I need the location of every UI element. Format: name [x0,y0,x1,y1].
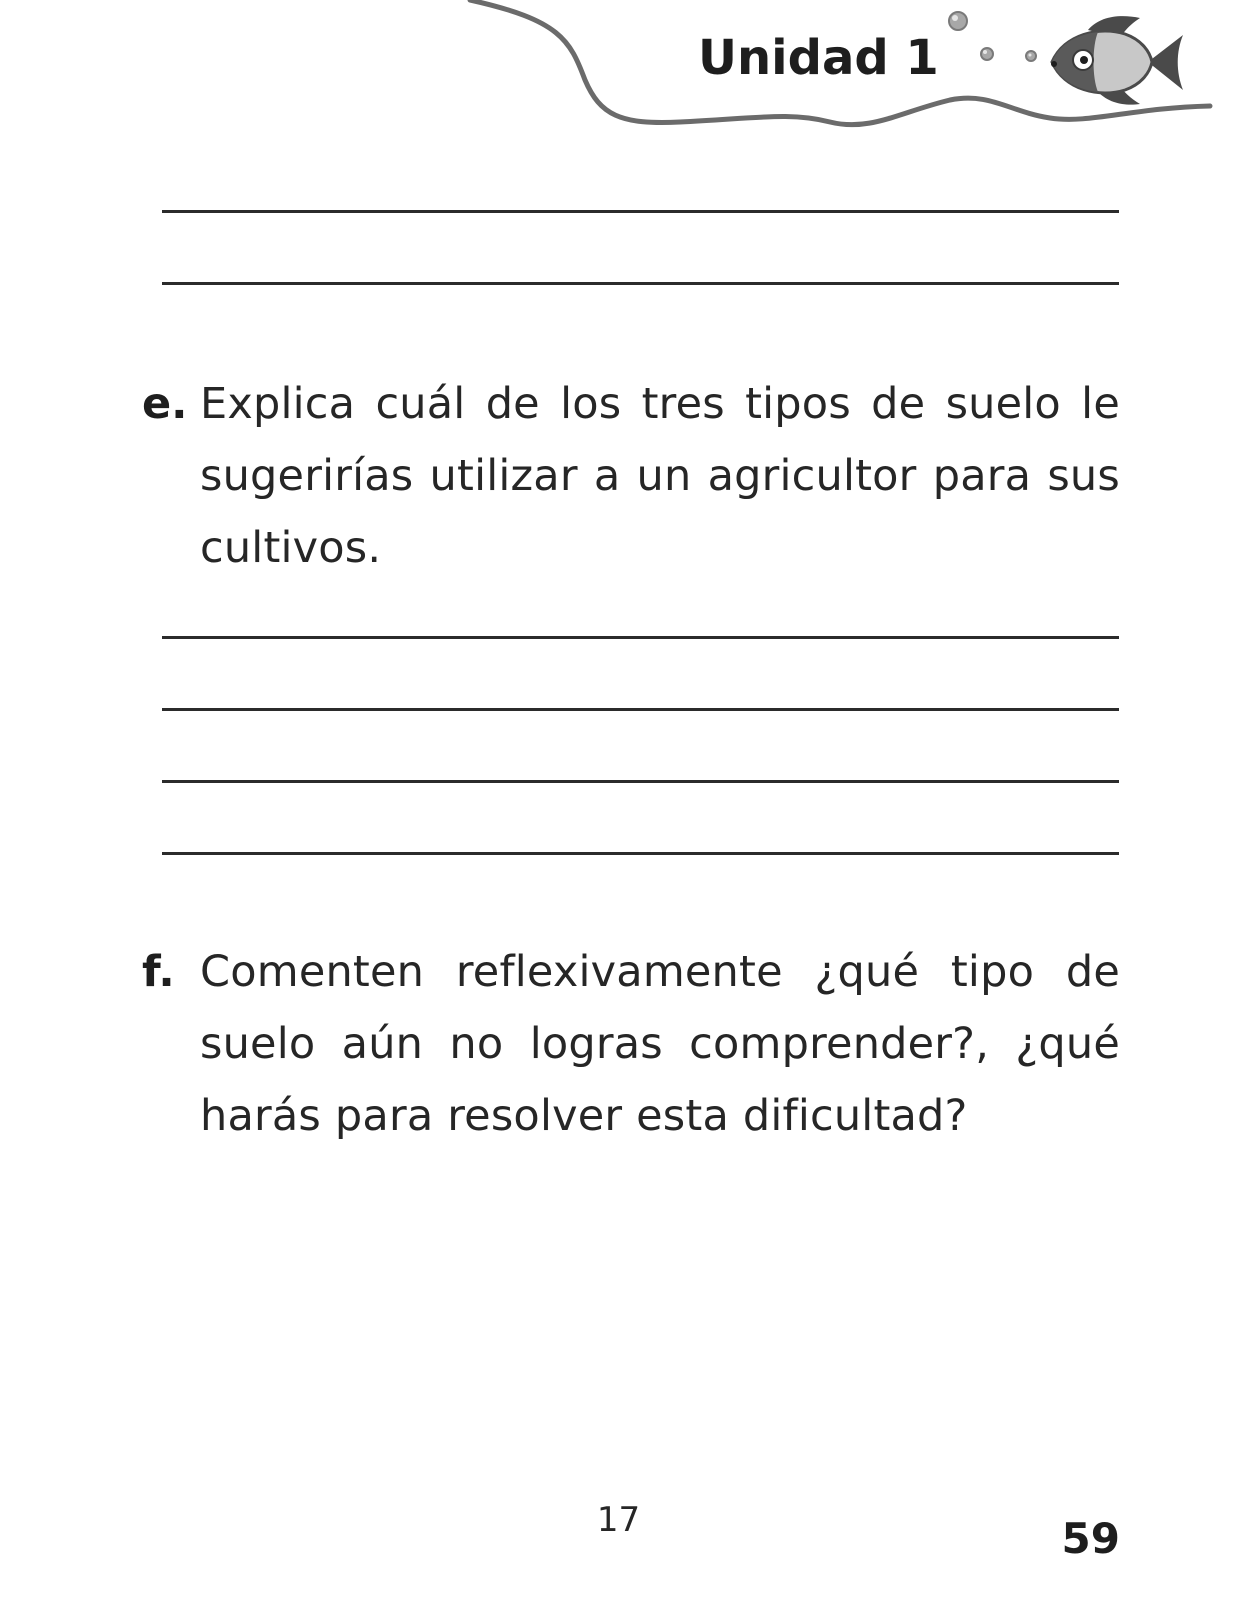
fish-icon [1051,16,1183,104]
question-f [142,936,1120,1152]
question-letter: e. [142,379,188,429]
page-marker: 17 [596,1500,641,1540]
unit-title: Unidad 1 [698,30,939,86]
bubbles-icon [949,12,1036,61]
answer-line[interactable] [162,852,1119,855]
answer-line[interactable] [162,210,1119,213]
question-e [142,368,1120,584]
question-text: Explica cuál de los tres tipos de suelo le sugerirías utilizar a un agricultor para sus cultivos. [200,379,1120,573]
page-number: 59 [1061,1514,1120,1563]
answer-line[interactable] [162,708,1119,711]
answer-line[interactable] [162,780,1119,783]
question-letter: f. [142,947,175,997]
header-decoration [0,0,1237,150]
answer-line[interactable] [162,282,1119,285]
question-text: Comenten reflexivamente ¿qué tipo de suelo aún no logras comprender?, ¿qué harás para resolver esta dificultad? [200,947,1120,1141]
answer-line[interactable] [162,636,1119,639]
